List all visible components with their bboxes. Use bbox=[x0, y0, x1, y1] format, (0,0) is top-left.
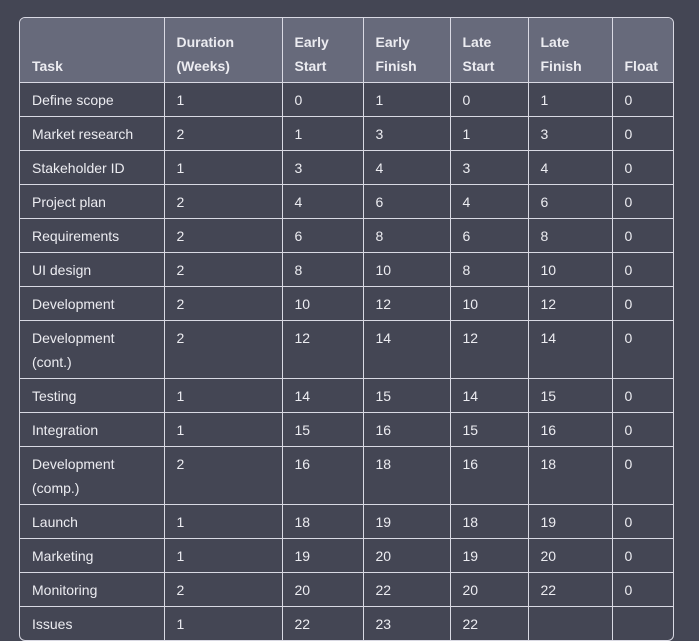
cell-late-start: 1 bbox=[450, 117, 528, 151]
cell-late-start: 4 bbox=[450, 185, 528, 219]
cell-duration: 2 bbox=[164, 219, 282, 253]
cell-duration: 1 bbox=[164, 413, 282, 447]
cell-early-start: 3 bbox=[282, 151, 363, 185]
cell-task: Market research bbox=[20, 117, 164, 151]
cell-duration: 1 bbox=[164, 151, 282, 185]
cell-float: 0 bbox=[612, 117, 673, 151]
cell-task: Testing bbox=[20, 379, 164, 413]
cell-late-finish: 12 bbox=[528, 287, 612, 321]
cell-duration: 2 bbox=[164, 253, 282, 287]
cell-late-finish: 6 bbox=[528, 185, 612, 219]
cell-early-finish: 16 bbox=[363, 413, 450, 447]
cell-late-finish: 8 bbox=[528, 219, 612, 253]
cell-early-finish: 19 bbox=[363, 505, 450, 539]
cell-late-finish: 14 bbox=[528, 321, 612, 379]
cell-late-start: 14 bbox=[450, 379, 528, 413]
cell-float: 0 bbox=[612, 321, 673, 379]
cell-early-start: 1 bbox=[282, 117, 363, 151]
cell-early-finish: 15 bbox=[363, 379, 450, 413]
cell-early-finish: 10 bbox=[363, 253, 450, 287]
table-row bbox=[20, 447, 673, 505]
cell-late-start: 16 bbox=[450, 447, 528, 505]
header-duration: Duration (Weeks) bbox=[164, 18, 282, 83]
cell-late-start: 20 bbox=[450, 573, 528, 607]
cell-late-finish: 3 bbox=[528, 117, 612, 151]
cell-early-start: 19 bbox=[282, 539, 363, 573]
cell-late-finish: 4 bbox=[528, 151, 612, 185]
cell-float: 0 bbox=[612, 447, 673, 505]
cell-task: Project plan bbox=[20, 185, 164, 219]
cell-late-start: 15 bbox=[450, 413, 528, 447]
cell-early-start: 20 bbox=[282, 573, 363, 607]
cell-early-start: 10 bbox=[282, 287, 363, 321]
cell-float: 0 bbox=[612, 413, 673, 447]
cell-float: 0 bbox=[612, 151, 673, 185]
cell-early-finish: 1 bbox=[363, 83, 450, 117]
table-row bbox=[20, 287, 673, 321]
table-row bbox=[20, 573, 673, 607]
cell-early-start: 6 bbox=[282, 219, 363, 253]
cell-duration: 1 bbox=[164, 505, 282, 539]
cell-early-start: 15 bbox=[282, 413, 363, 447]
header-task: Task bbox=[20, 18, 164, 83]
cell-task: Launch bbox=[20, 505, 164, 539]
cell-late-start: 18 bbox=[450, 505, 528, 539]
header-early-finish: Early Finish bbox=[363, 18, 450, 83]
cell-duration: 1 bbox=[164, 607, 282, 641]
cell-float: 0 bbox=[612, 83, 673, 117]
cell-early-start: 0 bbox=[282, 83, 363, 117]
cell-early-finish: 22 bbox=[363, 573, 450, 607]
cell-float: 0 bbox=[612, 185, 673, 219]
table-row bbox=[20, 185, 673, 219]
cell-late-finish bbox=[528, 607, 612, 641]
cell-task: Development (comp.) bbox=[20, 447, 164, 505]
cell-task: Integration bbox=[20, 413, 164, 447]
cell-late-start: 6 bbox=[450, 219, 528, 253]
table-row bbox=[20, 607, 673, 641]
cell-duration: 1 bbox=[164, 83, 282, 117]
table-row bbox=[20, 505, 673, 539]
table-row bbox=[20, 219, 673, 253]
table-row bbox=[20, 253, 673, 287]
cell-early-start: 18 bbox=[282, 505, 363, 539]
table-header-row bbox=[20, 18, 673, 83]
cell-early-start: 14 bbox=[282, 379, 363, 413]
cell-early-start: 4 bbox=[282, 185, 363, 219]
table-row bbox=[20, 83, 673, 117]
cell-float: 0 bbox=[612, 539, 673, 573]
cell-duration: 1 bbox=[164, 379, 282, 413]
cell-late-finish: 10 bbox=[528, 253, 612, 287]
cell-float: 0 bbox=[612, 573, 673, 607]
table-row bbox=[20, 151, 673, 185]
cell-early-finish: 14 bbox=[363, 321, 450, 379]
cell-task: UI design bbox=[20, 253, 164, 287]
cell-task: Requirements bbox=[20, 219, 164, 253]
cell-task: Monitoring bbox=[20, 573, 164, 607]
table-row bbox=[20, 539, 673, 573]
table-row bbox=[20, 413, 673, 447]
cell-float: 0 bbox=[612, 219, 673, 253]
cell-late-start: 12 bbox=[450, 321, 528, 379]
header-float: Float bbox=[612, 18, 673, 83]
cell-early-finish: 20 bbox=[363, 539, 450, 573]
cell-early-start: 22 bbox=[282, 607, 363, 641]
cell-task: Issues bbox=[20, 607, 164, 641]
table-row bbox=[20, 379, 673, 413]
cell-early-finish: 4 bbox=[363, 151, 450, 185]
cell-late-finish: 16 bbox=[528, 413, 612, 447]
cell-early-start: 8 bbox=[282, 253, 363, 287]
cell-late-start: 10 bbox=[450, 287, 528, 321]
cell-float: 0 bbox=[612, 379, 673, 413]
cell-task: Stakeholder ID bbox=[20, 151, 164, 185]
header-late-start: Late Start bbox=[450, 18, 528, 83]
header-late-finish: Late Finish bbox=[528, 18, 612, 83]
table-row bbox=[20, 321, 673, 379]
cell-early-start: 12 bbox=[282, 321, 363, 379]
cell-late-start: 22 bbox=[450, 607, 528, 641]
cell-task: Development bbox=[20, 287, 164, 321]
cell-duration: 2 bbox=[164, 321, 282, 379]
cell-float bbox=[612, 607, 673, 641]
cell-early-finish: 12 bbox=[363, 287, 450, 321]
cell-early-finish: 23 bbox=[363, 607, 450, 641]
cell-late-finish: 20 bbox=[528, 539, 612, 573]
cell-late-start: 8 bbox=[450, 253, 528, 287]
cell-duration: 2 bbox=[164, 447, 282, 505]
cell-late-finish: 15 bbox=[528, 379, 612, 413]
cell-early-finish: 8 bbox=[363, 219, 450, 253]
cell-duration: 2 bbox=[164, 185, 282, 219]
cell-duration: 2 bbox=[164, 117, 282, 151]
header-early-start: Early Start bbox=[282, 18, 363, 83]
cell-duration: 1 bbox=[164, 539, 282, 573]
cell-task: Marketing bbox=[20, 539, 164, 573]
cell-late-start: 3 bbox=[450, 151, 528, 185]
cell-early-start: 16 bbox=[282, 447, 363, 505]
table-body bbox=[20, 83, 673, 641]
cell-duration: 2 bbox=[164, 287, 282, 321]
schedule-table bbox=[20, 18, 673, 640]
cell-late-finish: 22 bbox=[528, 573, 612, 607]
cell-late-start: 19 bbox=[450, 539, 528, 573]
cell-early-finish: 3 bbox=[363, 117, 450, 151]
cell-late-finish: 18 bbox=[528, 447, 612, 505]
cell-duration: 2 bbox=[164, 573, 282, 607]
cell-float: 0 bbox=[612, 253, 673, 287]
cell-float: 0 bbox=[612, 505, 673, 539]
cell-task: Define scope bbox=[20, 83, 164, 117]
table-row bbox=[20, 117, 673, 151]
cell-early-finish: 18 bbox=[363, 447, 450, 505]
cell-late-start: 0 bbox=[450, 83, 528, 117]
cell-task: Development (cont.) bbox=[20, 321, 164, 379]
schedule-table-container bbox=[19, 17, 674, 641]
cell-late-finish: 1 bbox=[528, 83, 612, 117]
cell-float: 0 bbox=[612, 287, 673, 321]
cell-late-finish: 19 bbox=[528, 505, 612, 539]
cell-early-finish: 6 bbox=[363, 185, 450, 219]
